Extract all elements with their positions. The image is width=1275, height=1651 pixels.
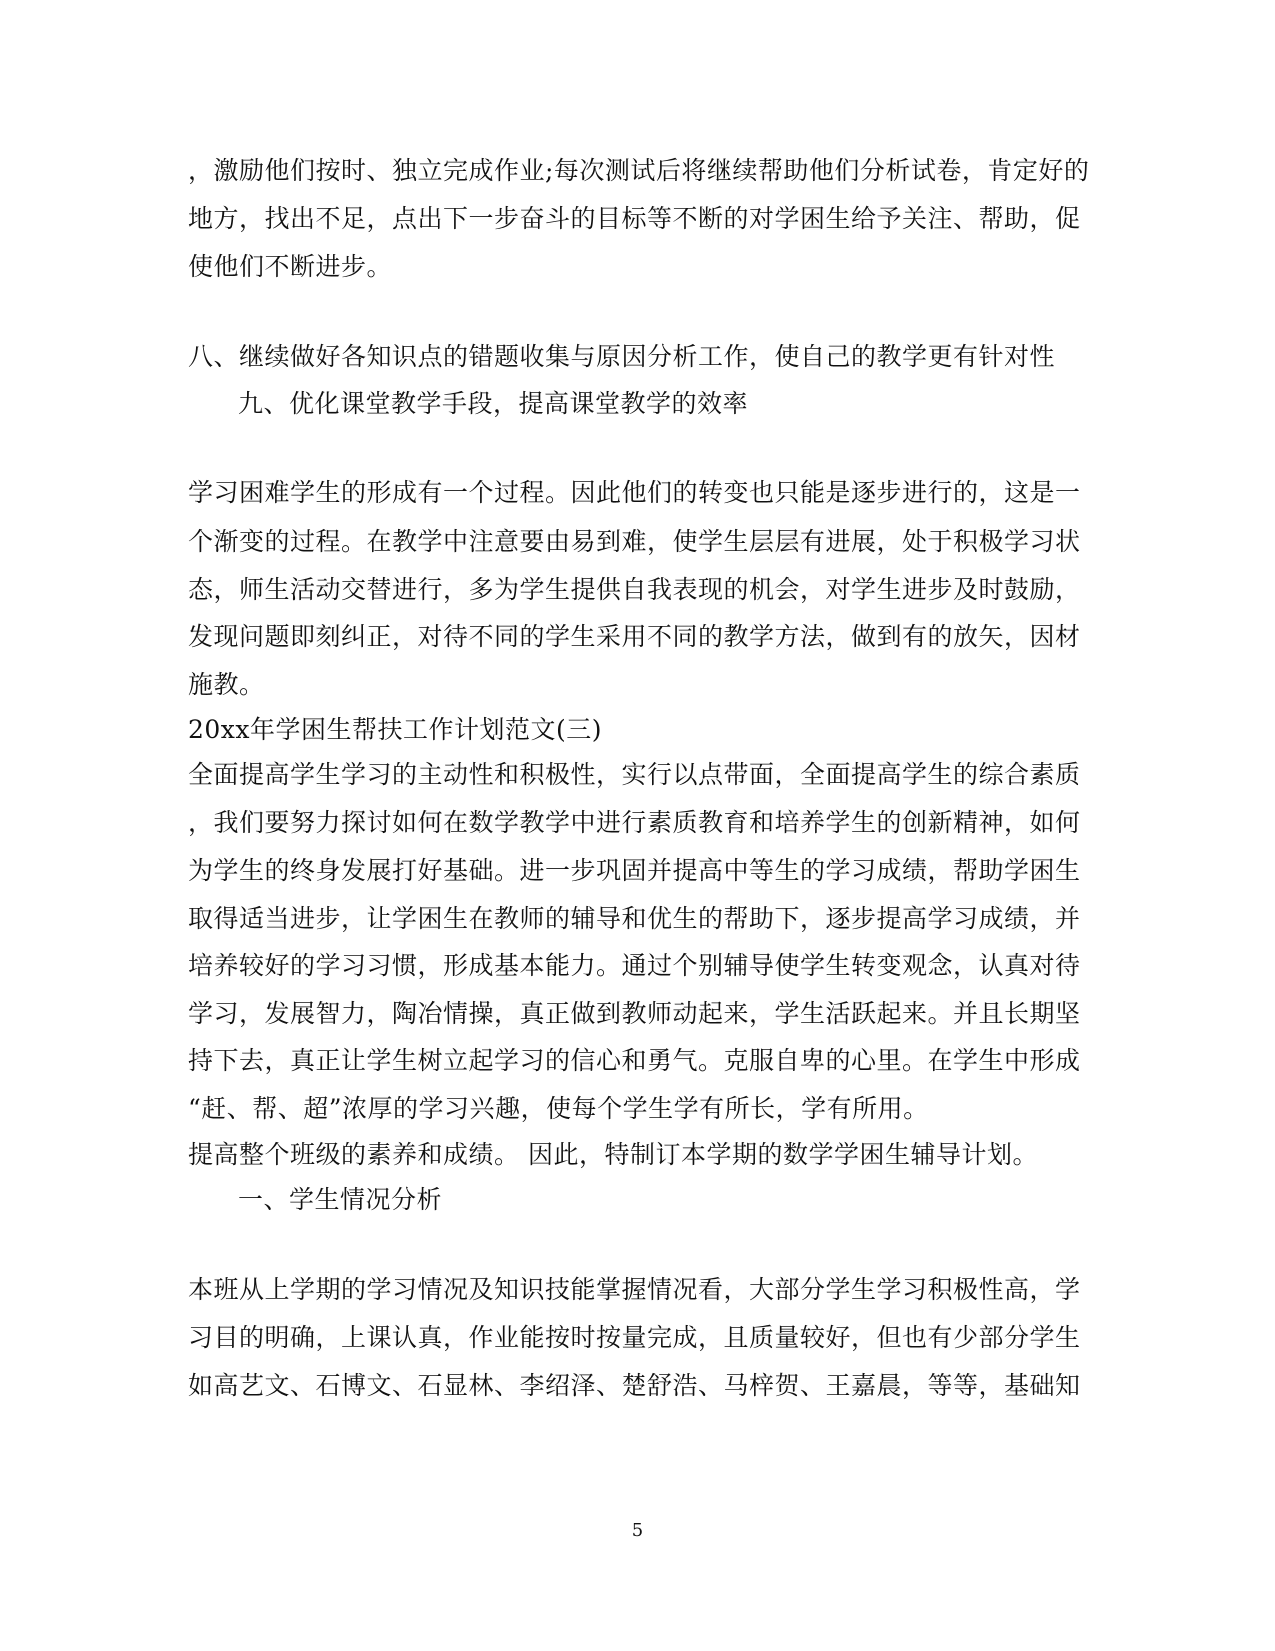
text-line: “赶、帮、超”浓厚的学习兴趣，使每个学生学有所长，学有所用。 xyxy=(188,1094,929,1123)
text-line: ，我们要努力探讨如何在数学教学中进行素质教育和培养学生的创新精神，如何 xyxy=(188,808,1081,837)
section-title: 20xx年学困生帮扶工作计划范文(三) xyxy=(188,715,603,744)
text-line: 个渐变的过程。在教学中注意要由易到难，使学生层层有进展，处于积极学习状 xyxy=(188,527,1081,556)
text-line: 培养较好的学习习惯，形成基本能力。通过个别辅导使学生转变观念，认真对待 xyxy=(188,951,1081,980)
text-line: 持下去，真正让学生树立起学习的信心和勇气。克服自卑的心里。在学生中形成 xyxy=(188,1046,1081,1075)
text-line: 地方，找出不足，点出下一步奋斗的目标等不断的对学困生给予关注、帮助，促 xyxy=(188,204,1081,233)
text-line: 取得适当进步，让学困生在教师的辅导和优生的帮助下，逐步提高学习成绩，并 xyxy=(188,904,1081,933)
text-line: 学习，发展智力，陶冶情操，真正做到教师动起来，学生活跃起来。并且长期坚 xyxy=(188,999,1081,1028)
text-line: 使他们不断进步。 xyxy=(188,252,393,281)
list-item-nine: 九、优化课堂教学手段，提高课堂教学的效率 xyxy=(238,389,749,418)
text-line: 为学生的终身发展打好基础。进一步巩固并提高中等生的学习成绩，帮助学困生 xyxy=(188,856,1081,885)
page-number: 5 xyxy=(631,1520,644,1541)
text-line: 习目的明确，上课认真，作业能按时按量完成，且质量较好，但也有少部分学生 xyxy=(188,1323,1081,1352)
list-item-one: 一、学生情况分析 xyxy=(238,1185,443,1214)
text-line: 学习困难学生的形成有一个过程。因此他们的转变也只能是逐步进行的，这是一 xyxy=(188,478,1081,507)
text-line: 态，师生活动交替进行，多为学生提供自我表现的机会，对学生进步及时鼓励， xyxy=(188,575,1081,604)
text-line: 全面提高学生学习的主动性和积极性，实行以点带面，全面提高学生的综合素质 xyxy=(188,760,1081,789)
text-line: 提高整个班级的素养和成绩。 因此，特制订本学期的数学学困生辅导计划。 xyxy=(188,1140,1038,1169)
text-line: 如高艺文、石博文、石显林、李绍泽、楚舒浩、马梓贺、王嘉晨，等等，基础知 xyxy=(188,1371,1081,1400)
text-line: ，激励他们按时、独立完成作业;每次测试后将继续帮助他们分析试卷，肯定好的 xyxy=(188,156,1090,185)
text-line: 发现问题即刻纠正，对待不同的学生采用不同的教学方法，做到有的放矢，因材 xyxy=(188,622,1081,651)
text-line: 施教。 xyxy=(188,670,265,699)
text-line: 本班从上学期的学习情况及知识技能掌握情况看，大部分学生学习积极性高，学 xyxy=(188,1275,1081,1304)
list-item-eight: 八、继续做好各知识点的错题收集与原因分析工作，使自己的教学更有针对性 xyxy=(188,342,1056,371)
